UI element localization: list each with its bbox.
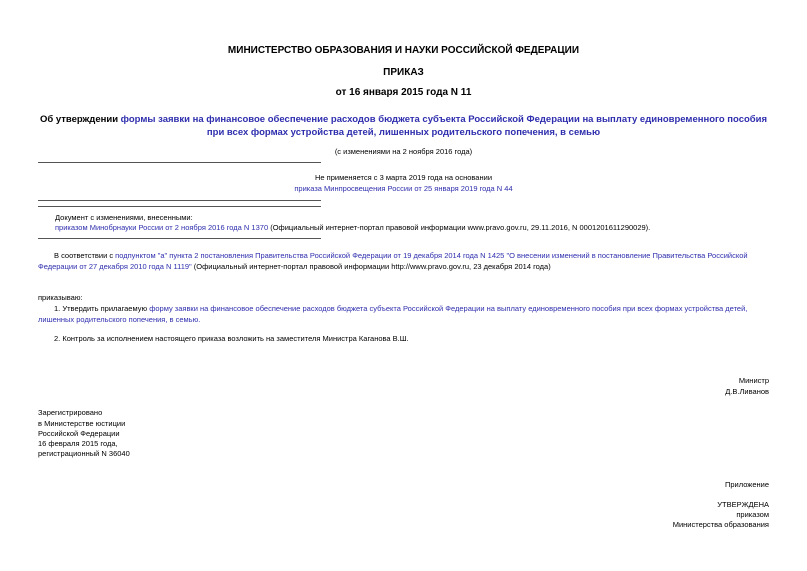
changes-doc-suffix: (Официальный интернет-портал правовой информации www.pravo.gov.ru, 29.11.2016, N 0001201611290029).	[268, 223, 651, 232]
changes-doc-line	[55, 222, 650, 233]
basis-resolution-link[interactable]: подпунктом "а" пункта 2 постановления Правительства Российской Федерации от 19 декабря 2014 года N 1425 "О внесении изменений в постановление Правительства Российской Федерации от 27 декабря 2010 года N 1119"	[38, 251, 748, 271]
not-applied-text: Не применяется с 3 марта 2019 года на основании	[314, 173, 493, 182]
registration-line: Российской Федерации	[38, 429, 120, 438]
divider	[38, 206, 321, 207]
basis-suffix: (Официальный интернет-портал правовой информации http://www.pravo.gov.ru, 23 декабря 2014 года)	[191, 262, 551, 271]
divider	[38, 162, 321, 163]
registration-line: 16 февраля 2015 года,	[38, 439, 118, 448]
order-word: приказываю:	[38, 293, 83, 302]
appendix-ministry: Министерства образования	[672, 520, 769, 529]
registration-line: Зарегистрировано	[38, 408, 103, 417]
item-1-prefix: 1. Утвердить прилагаемую	[54, 304, 150, 313]
date-number-heading: от 16 января 2015 года N 11	[335, 87, 472, 98]
signature-position: Министр	[738, 376, 769, 385]
changes-order-link[interactable]: приказом Минобрнауки России от 2 ноября 2016 года N 1370	[55, 223, 269, 232]
item-2-paragraph: 2. Контроль за исполнением настоящего приказа возложить на заместителя Министра Каганова В.Ш.	[54, 334, 409, 343]
divider	[38, 238, 321, 239]
divider	[38, 200, 321, 201]
not-applied-order-link[interactable]: приказа Минпросвещения России от 25 января 2019 года N 44	[294, 184, 513, 193]
basis-prefix: В соответствии с	[54, 251, 116, 260]
signature-name: Д.В.Ливанов	[725, 387, 769, 396]
appendix-label: Приложение	[725, 480, 769, 489]
basis-paragraph	[38, 250, 769, 272]
registration-number: регистрационный N 36040	[38, 449, 130, 458]
title-form-link[interactable]: формы заявки на финансовое обеспечение расходов бюджета субъекта Российской Федерации на выплату единовременного пособия при всех формах устройства детей, лишенных родительского попечения, в семью	[120, 114, 768, 138]
item-1-form-link[interactable]: форму заявки на финансовое обеспечение расходов бюджета субъекта Российской Федерации на выплату единовременного пособия при всех формах устройства детей, лишенных родительского попечения, в семью.	[38, 304, 748, 324]
registration-line: в Министерстве юстиции	[38, 419, 126, 428]
title-prefix: Об утверждении	[39, 114, 121, 125]
changes-doc-label: Документ с изменениями, внесенными:	[55, 213, 193, 222]
ministry-heading: МИНИСТЕРСТВО ОБРАЗОВАНИЯ И НАУКИ РОССИЙСКОЙ ФЕДЕРАЦИИ	[227, 45, 580, 56]
appendix-by-order: приказом	[736, 510, 769, 519]
doc-type-heading: ПРИКАЗ	[383, 67, 424, 78]
item-1-paragraph	[38, 303, 769, 325]
appendix-approved: УТВЕРЖДЕНА	[717, 500, 769, 509]
amendment-note: (с изменениями на 2 ноября 2016 года)	[334, 147, 473, 156]
document-title	[38, 113, 769, 139]
